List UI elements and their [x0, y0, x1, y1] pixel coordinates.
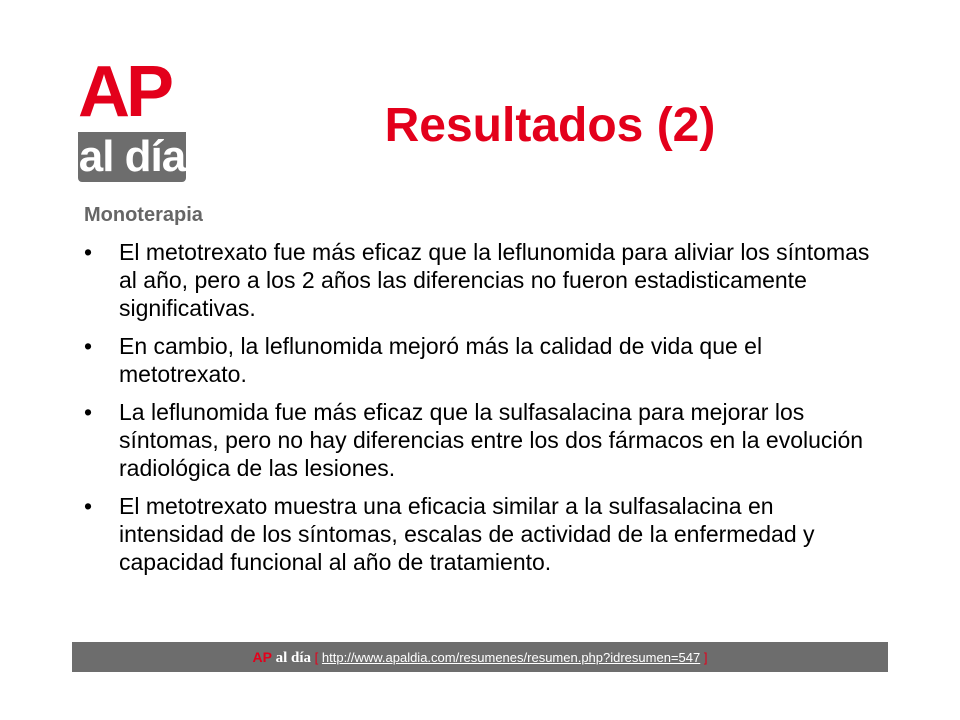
- bullet-dot-icon: •: [84, 333, 93, 359]
- footer-bar: [72, 642, 888, 672]
- footer-bracket-close: ]: [703, 650, 708, 665]
- footer-url-link[interactable]: http://www.apaldia.com/resumenes/resumen.php?idresumen=547: [321, 650, 701, 665]
- bullet-text: El metotrexato fue más eficaz que la leflunomida para aliviar los síntomas al año, pero a los 2 años las diferencias no fueron estadisticamente significativas.: [119, 239, 870, 321]
- bullet-text: En cambio, la leflunomida mejoró más la calidad de vida que el metotrexato.: [119, 333, 763, 387]
- slide-subtitle: Monoterapia: [84, 204, 203, 226]
- bullet-item: [84, 238, 884, 322]
- apaldia-logo: [78, 52, 186, 182]
- bullet-text: El metotrexato muestra una eficacia similar a la sulfasalacina en intensidad de los síntomas, escalas de actividad de la enfermedad y capacidad funcional al año de tratamiento.: [119, 493, 815, 575]
- footer-bracket-open: [: [314, 650, 319, 665]
- bullet-item: [84, 332, 884, 388]
- footer-brand-aldia: al día: [275, 650, 312, 666]
- bullet-text: La leflunomida fue más eficaz que la sulfasalacina para mejorar los síntomas, pero no hay diferencias entre los dos fármacos en la evolución radiológica de las lesiones.: [119, 399, 864, 481]
- logo-aldia-box: al día: [78, 132, 186, 181]
- bullet-item: [84, 398, 884, 482]
- bullet-dot-icon: •: [84, 239, 93, 265]
- slide-title: Resultados (2): [384, 99, 716, 152]
- bullet-list: [84, 238, 884, 586]
- bullet-item: [84, 492, 884, 576]
- logo-ap-text: AP: [78, 52, 171, 132]
- footer-brand-ap: AP: [252, 649, 272, 665]
- bullet-dot-icon: •: [84, 399, 93, 425]
- bullet-dot-icon: •: [84, 493, 93, 519]
